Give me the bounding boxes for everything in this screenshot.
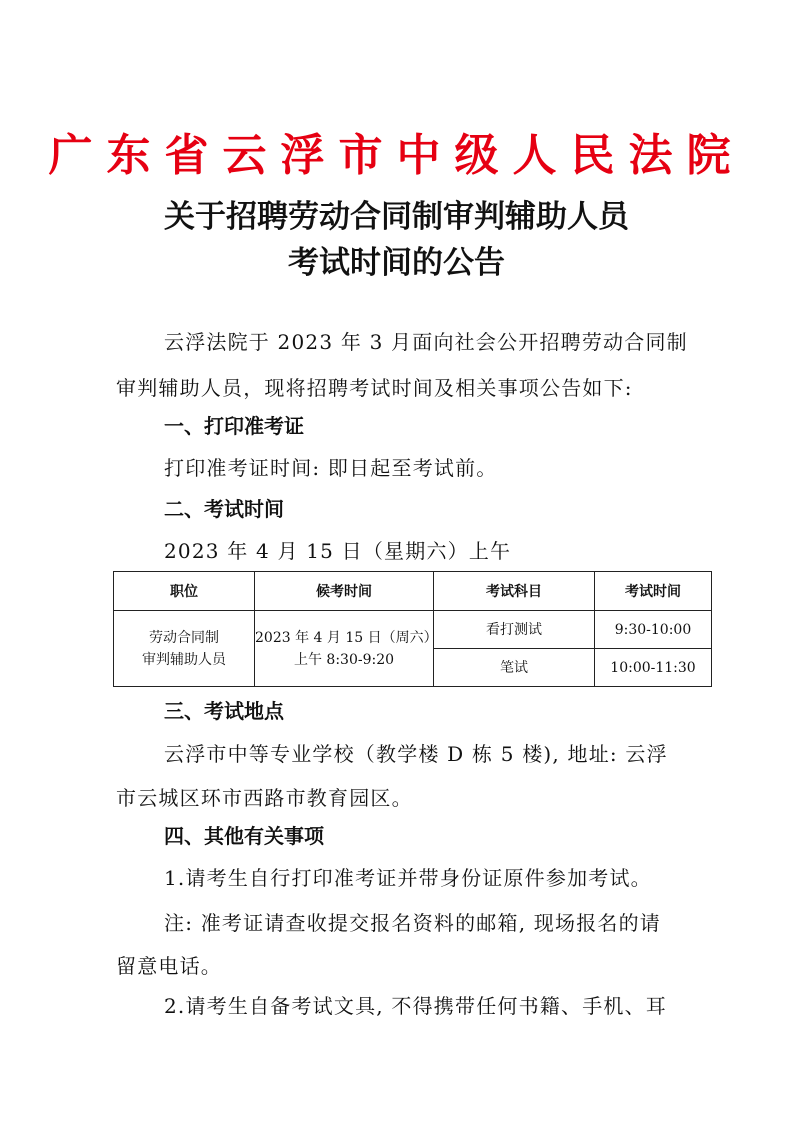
section-4-item-1: 1.请考生自行打印准考证并带身份证原件参加考试。 bbox=[164, 866, 652, 890]
section-3-line-2: 市云城区环市西路市教育园区。 bbox=[116, 786, 413, 810]
table-header-cell: 考试科目 bbox=[434, 572, 595, 611]
waiting-time-cell bbox=[255, 611, 438, 687]
intro-line-2: 审判辅助人员，现将招聘考试时间及相关事项公告如下: bbox=[116, 376, 633, 400]
table-header-row bbox=[114, 572, 712, 611]
section-4-note-line-2: 留意电话。 bbox=[116, 954, 222, 978]
position-line-1: 劳动合同制 bbox=[149, 629, 219, 646]
position-cell bbox=[114, 611, 255, 687]
table-header-cell: 职位 bbox=[114, 572, 255, 611]
position-line-2: 审判辅助人员 bbox=[142, 651, 226, 668]
court-name-header: 广东省云浮市中级人民法院 bbox=[48, 130, 745, 181]
exam-schedule-table bbox=[113, 571, 712, 687]
waiting-time-line-1: 2023 年 4 月 15 日（周六） bbox=[255, 629, 438, 646]
subject-cell: 看打测试 bbox=[434, 611, 595, 649]
exam-time-cell: 10:00-11:30 bbox=[595, 649, 712, 687]
section-3-line-1: 云浮市中等专业学校（教学楼 D 栋 5 楼), 地址: 云浮 bbox=[164, 742, 668, 766]
intro-line-1: 云浮法院于 2023 年 3 月面向社会公开招聘劳动合同制 bbox=[164, 330, 688, 354]
section-1-heading: 一、打印准考证 bbox=[164, 414, 304, 438]
notice-title-line-2: 考试时间的公告 bbox=[288, 245, 505, 281]
waiting-time-line-2: 上午 8:30-9:20 bbox=[293, 651, 395, 668]
subject-cell: 笔试 bbox=[434, 649, 595, 687]
exam-time-cell: 9:30-10:00 bbox=[595, 611, 712, 649]
section-2-text: 2023 年 4 月 15 日（星期六）上午 bbox=[164, 539, 512, 563]
section-1-text: 打印准考证时间: 即日起至考试前。 bbox=[164, 456, 498, 480]
section-4-item-2: 2.请考生自备考试文具, 不得携带任何书籍、手机、耳 bbox=[164, 994, 667, 1018]
section-2-heading: 二、考试时间 bbox=[164, 497, 284, 521]
notice-title-line-1: 关于招聘劳动合同制审判辅助人员 bbox=[164, 199, 629, 235]
table-header-cell: 候考时间 bbox=[255, 572, 434, 611]
table-row bbox=[114, 611, 712, 649]
table-header-cell: 考试时间 bbox=[595, 572, 712, 611]
section-3-heading: 三、考试地点 bbox=[164, 699, 284, 723]
section-4-note-line-1: 注: 准考证请查收提交报名资料的邮箱, 现场报名的请 bbox=[164, 911, 662, 935]
section-4-heading: 四、其他有关事项 bbox=[164, 824, 324, 848]
